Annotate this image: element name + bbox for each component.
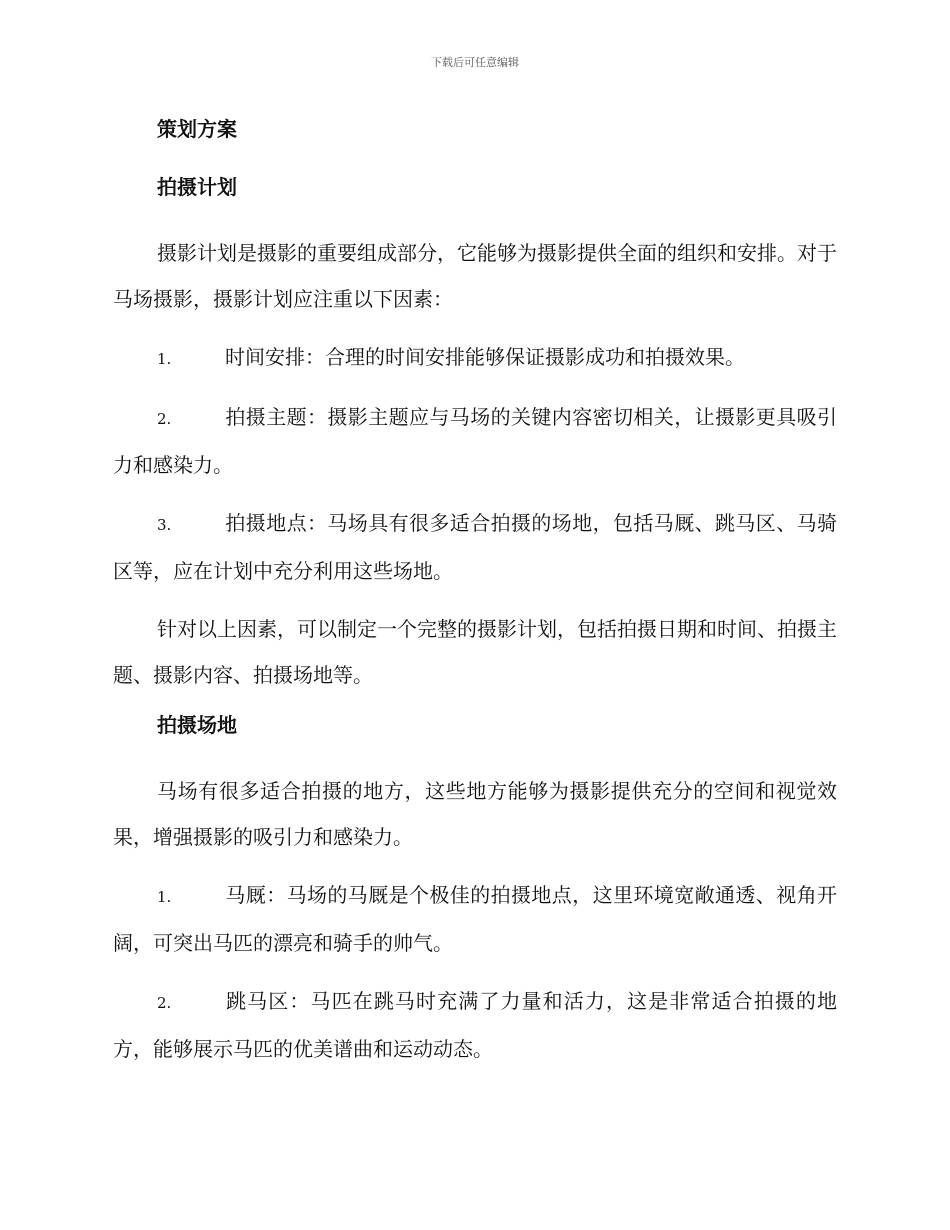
paragraph-plan-intro: 摄影计划是摄影的重要组成部分，它能够为摄影提供全面的组织和安排。对于马场摄影，摄影计划应注重以下因素： xyxy=(113,241,837,311)
list-item-number: 2. xyxy=(157,994,172,1012)
list-item-text: 拍摄地点：马场具有很多适合拍摄的场地，包括马厩、跳马区、马骑区等，应在计划中充分利用这些场地。 xyxy=(113,511,837,583)
section-heading-shooting-plan: 拍摄计划 xyxy=(157,175,237,199)
document-body xyxy=(113,114,837,1084)
list-item xyxy=(113,394,837,488)
list-item xyxy=(113,872,837,966)
list-item-text: 跳马区：马匹在跳马时充满了力量和活力，这是非常适合拍摄的地方，能够展示马匹的优美谱曲和运动动态。 xyxy=(113,989,837,1061)
list-item-text: 拍摄主题：摄影主题应与马场的关键内容密切相关，让摄影更具吸引力和感染力。 xyxy=(113,405,837,477)
list-item-number: 1. xyxy=(157,888,172,906)
list-item-number: 3. xyxy=(157,516,172,534)
list-item xyxy=(113,978,837,1072)
list-item-number: 1. xyxy=(157,350,172,368)
list-item xyxy=(113,334,837,382)
list-item-text: 马厩：马场的马厩是个极佳的拍摄地点，这里环境宽敞通透、视角开阔，可突出马匹的漂亮和骑手的帅气。 xyxy=(113,883,837,955)
section-heading-shooting-venue: 拍摄场地 xyxy=(157,713,237,737)
list-item-number: 2. xyxy=(157,410,172,428)
document-title: 策划方案 xyxy=(157,117,237,141)
paragraph-plan-summary: 针对以上因素，可以制定一个完整的摄影计划，包括拍摄日期和时间、拍摄主题、摄影内容、拍摄场地等。 xyxy=(113,617,837,687)
list-item-text: 时间安排：合理的时间安排能够保证摄影成功和拍摄效果。 xyxy=(225,345,745,369)
list-item xyxy=(113,500,837,594)
header-note: 下载后可任意编辑 xyxy=(431,56,519,69)
paragraph-venue-intro: 马场有很多适合拍摄的地方，这些地方能够为摄影提供充分的空间和视觉效果，增强摄影的吸引力和感染力。 xyxy=(113,779,837,849)
